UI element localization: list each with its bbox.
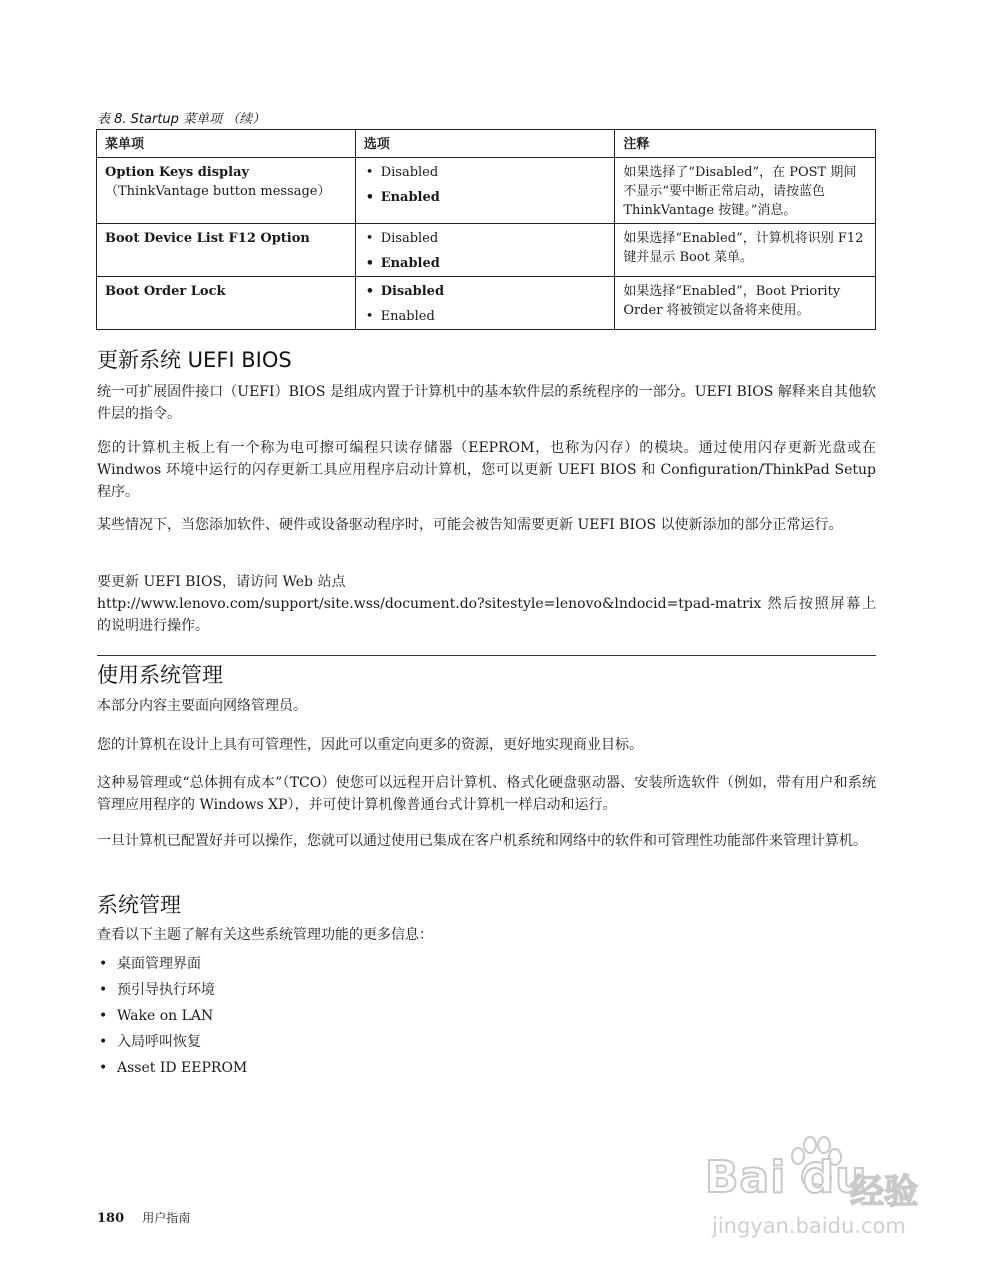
baidu-watermark	[700, 1136, 940, 1246]
list-item: • 桌面管理界面	[97, 951, 247, 977]
list-item: • 入局呼叫恢复	[97, 1029, 247, 1055]
table-row	[97, 277, 876, 330]
menu-item-name: Boot Order Lock	[105, 284, 226, 299]
menu-item-subnote: （ThinkVantage button message）	[105, 184, 331, 199]
note-cell: 如果选择“Enabled”，计算机将识别 F12 键并显示 Boot 菜单。	[615, 224, 876, 277]
option-disabled: • Disabled	[364, 163, 607, 182]
option-enabled: • Enabled	[364, 188, 607, 207]
options-cell	[355, 224, 615, 277]
uefi-support-link-text: http://www.lenovo.com/support/site.wss/document.do?sitestyle=lenovo&lndocid=tpad-matrix 然后按照屏幕上的说明进行操作。	[97, 596, 876, 634]
sysmgmt-paragraph-4: 一旦计算机已配置好并可以操作，您就可以通过使用已集成在客户机系统和网络中的软件和可管理性功能部件来管理计算机。	[97, 833, 867, 849]
watermark-cn: 经验	[850, 1172, 918, 1212]
uefi-paragraph-2: 您的计算机主板上有一个称为电可擦可编程只读存储器（EEPROM，也称为闪存）的模块。通过使用闪存更新光盘或在 Windwos 环境中运行的闪存更新工具应用程序启动计算机，您可以更新 UEFI BIOS 和 Configuration/ThinkPad Setup 程序。	[97, 440, 876, 500]
options-cell	[355, 277, 615, 330]
list-item: • 预引导执行环境	[97, 977, 247, 1003]
table-caption: 表 8. Startup 菜单项 （续）	[97, 112, 266, 127]
mgmt-intro: 查看以下主题了解有关这些系统管理功能的更多信息：	[97, 927, 433, 943]
options-cell	[355, 158, 615, 224]
header-menu-item: 菜单项	[97, 130, 356, 158]
footer-title: 用户指南	[142, 1211, 191, 1225]
option-enabled: • Enabled	[364, 307, 607, 326]
option-enabled: • Enabled	[364, 254, 607, 273]
system-management-heading: 使用系统管理	[97, 663, 223, 687]
mgmt-heading: 系统管理	[97, 893, 181, 917]
menu-item-cell	[97, 158, 356, 224]
page-footer	[97, 1209, 190, 1226]
uefi-paragraph-3: 某些情况下，当您添加软件、硬件或设备驱动程序时，可能会被告知需要更新 UEFI BIOS 以使新添加的部分正常运行。	[97, 517, 843, 533]
watermark-logo: Bai du	[705, 1152, 868, 1203]
menu-item-name: Boot Device List F12 Option	[105, 231, 310, 246]
list-item: • Asset ID EEPROM	[97, 1055, 247, 1081]
sysmgmt-paragraph-3: 这种易管理或“总体拥有成本”（TCO）使您可以远程开启计算机、格式化硬盘驱动器、安装所选软件（例如，带有用户和系统管理应用程序的 Windows XP），并可使计算机像普通台式计算机一样启动和运行。	[97, 775, 876, 813]
header-options: 选项	[355, 130, 615, 158]
page-number: 180	[97, 1211, 125, 1226]
list-item: • Wake on LAN	[97, 1003, 247, 1029]
watermark-url: jingyan.baidu.com	[712, 1214, 906, 1238]
menu-item-name: Option Keys display	[105, 165, 250, 180]
section-divider	[97, 655, 876, 656]
mgmt-topic-list	[97, 951, 247, 1081]
startup-menu-table	[96, 129, 876, 330]
uefi-paragraph-4	[97, 571, 876, 637]
table-header-row	[97, 130, 876, 158]
note-cell: 如果选择“Enabled”，Boot Priority Order 将被锁定以备将来使用。	[615, 277, 876, 330]
option-disabled: • Disabled	[364, 282, 607, 301]
table-row	[97, 158, 876, 224]
uefi-heading: 更新系统 UEFI BIOS	[97, 348, 292, 372]
uefi-paragraph-4-line1: 要更新 UEFI BIOS，请访问 Web 站点	[97, 574, 346, 590]
sysmgmt-paragraph-2: 您的计算机在设计上具有可管理性，因此可以重定向更多的资源，更好地实现商业目标。	[97, 737, 643, 753]
option-disabled: • Disabled	[364, 229, 607, 248]
menu-item-cell	[97, 224, 356, 277]
menu-item-cell	[97, 277, 356, 330]
header-notes: 注释	[615, 130, 876, 158]
note-cell: 如果选择了“Disabled”，在 POST 期间不显示“要中断正常启动，请按蓝色 ThinkVantage 按键。”消息。	[615, 158, 876, 224]
table-row	[97, 224, 876, 277]
uefi-paragraph-1: 统一可扩展固件接口（UEFI）BIOS 是组成内置于计算机中的基本软件层的系统程序的一部分。UEFI BIOS 解释来自其他软件层的指令。	[97, 384, 876, 422]
sysmgmt-paragraph-1: 本部分内容主要面向网络管理员。	[97, 698, 307, 714]
